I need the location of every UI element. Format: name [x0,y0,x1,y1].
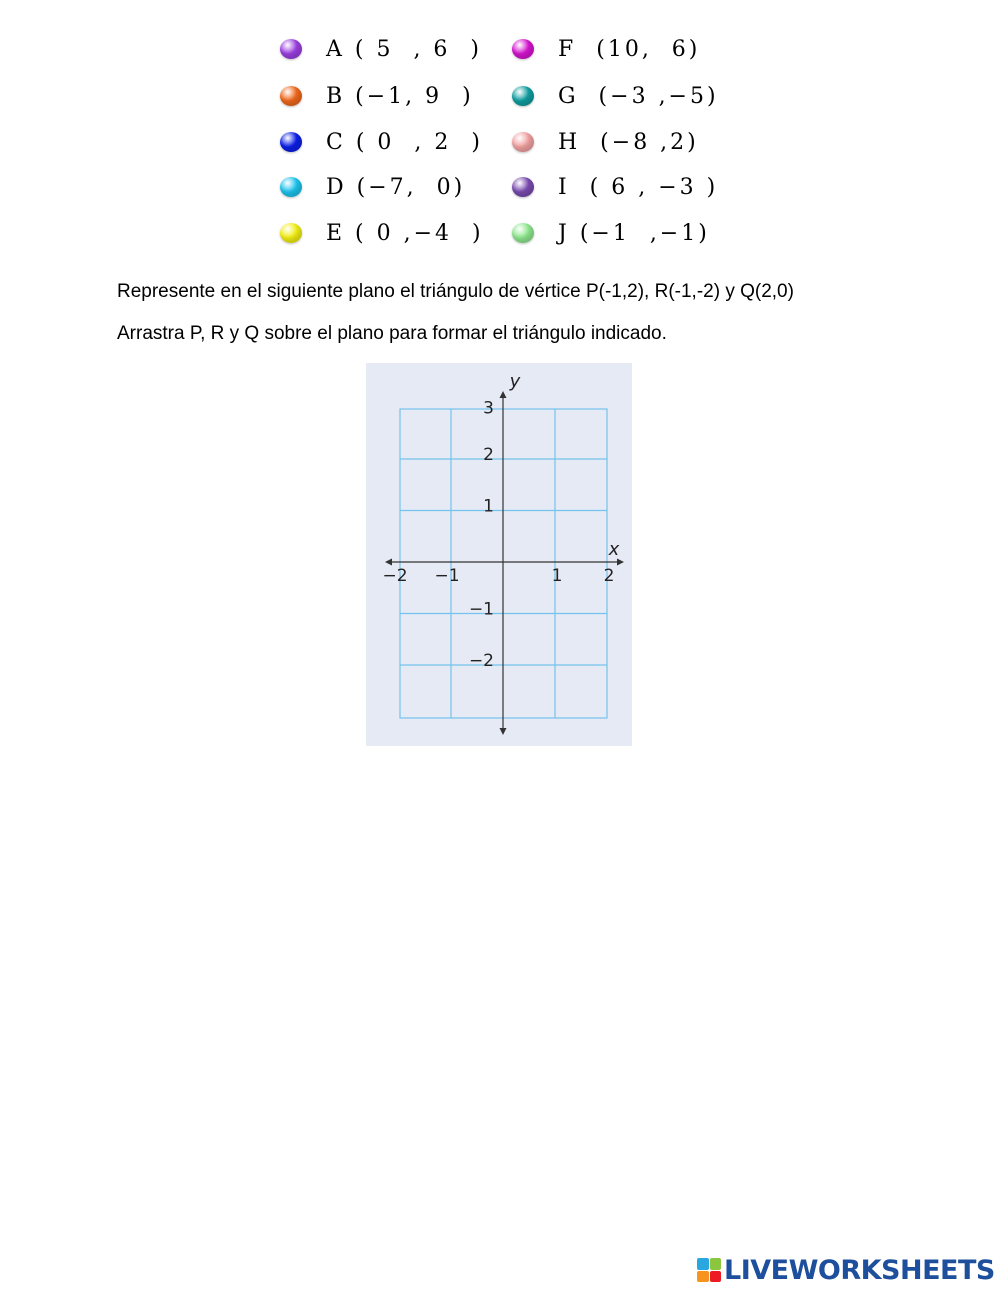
x-tick-label: 1 [551,566,563,586]
y-axis-arrow-down [500,728,507,735]
point-d-label: D (−7, 0) [326,174,466,200]
y-tick-label: 2 [483,445,494,465]
coordinate-plane-svg [366,363,632,746]
point-item [280,172,465,202]
point-i-marker [512,177,534,197]
y-tick-label: 3 [483,398,494,419]
x-tick-label: 2 [603,566,615,586]
point-b-label: B (−1, 9 ) [326,83,474,109]
y-axis-label: y [509,371,521,392]
point-legend [276,30,736,260]
liveworksheets-logo [697,1252,995,1288]
point-c-marker [280,132,302,152]
point-item [512,34,700,64]
point-c-label: C ( 0 , 2 ) [326,129,483,155]
point-a-label: A ( 5 , 6 ) [326,36,482,62]
brand-name: LIVEWORKSHEETS [724,1254,995,1286]
x-tick-label: −2 [382,566,408,586]
point-f-marker [512,39,534,59]
point-j-label: J (−1 ,−1) [558,220,710,246]
point-e-label: E ( 0 ,−4 ) [326,220,484,246]
point-i-label: I ( 6 , −3 ) [558,174,719,200]
logo-icon [697,1258,721,1282]
y-tick-label: −2 [468,651,494,671]
point-item [512,81,719,111]
y-axis-arrow-up [500,391,507,398]
point-j-marker [512,223,534,243]
point-item [512,127,699,157]
point-b-marker [280,86,302,106]
instruction-text: Represente en el siguiente plano el triángulo de vértice P(-1,2), R(-1,-2) y Q(2,0) [117,281,794,302]
point-item [280,34,482,64]
point-item [512,172,718,202]
point-g-label: G (−3 ,−5) [558,83,719,109]
x-tick-label: −1 [434,566,460,586]
point-g-marker [512,86,534,106]
coordinate-plane[interactable] [366,363,632,746]
point-item [280,218,484,248]
y-tick-label: 1 [483,496,494,517]
x-axis-label: x [608,539,620,560]
point-f-label: F (10, 6) [558,36,701,62]
y-tick-label: −1 [468,599,494,620]
drag-instruction-text: Arrastra P, R y Q sobre el plano para formar el triángulo indicado. [117,323,667,344]
point-item [280,81,474,111]
point-h-label: H (−8 ,2) [558,129,699,155]
point-item [512,218,710,248]
point-d-marker [280,177,302,197]
point-e-marker [280,223,302,243]
point-a-marker [280,39,302,59]
x-axis-arrow-left [385,559,392,566]
point-item [280,127,483,157]
point-h-marker [512,132,534,152]
